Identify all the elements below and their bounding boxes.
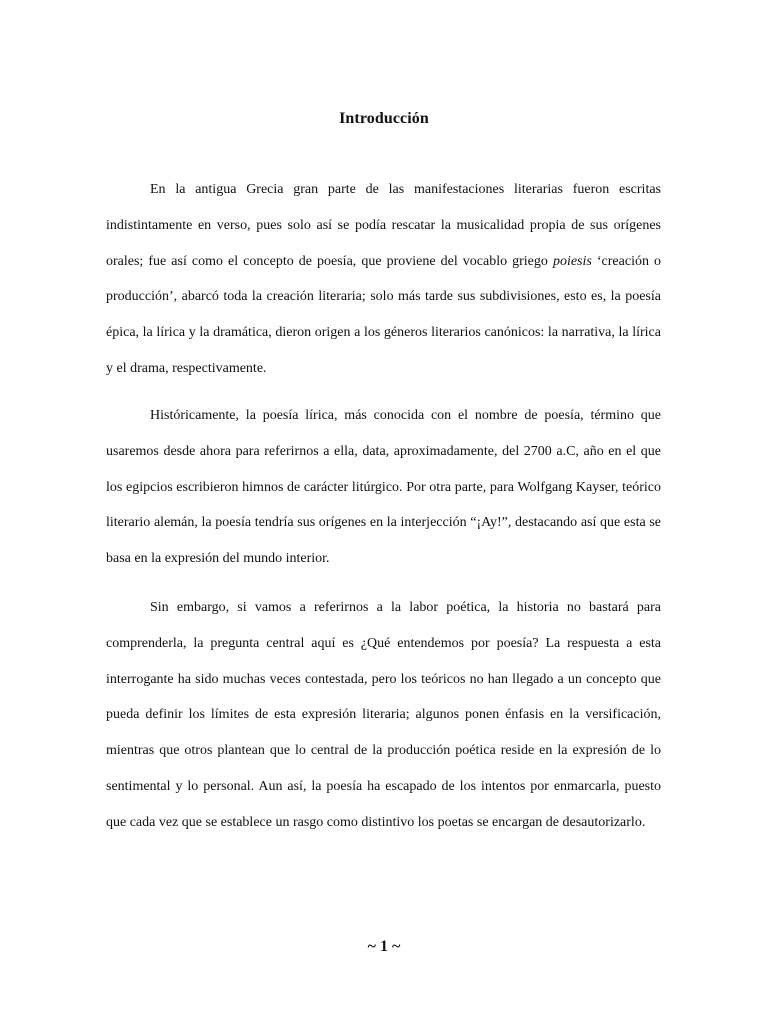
page-title: Introducción: [339, 110, 429, 127]
paragraph-block-2: [106, 398, 661, 588]
paragraph-1-text-end: ‘creación o producción’, abarcó toda la creación literaria; solo más tarde sus subdivisiones, esto es, la poesía épica, la lírica y la dramática, dieron origen a los géneros literarios canónicos: la narrativa, la lírica y el drama, respectivamente.: [106, 253, 662, 376]
paragraph-1-text-start: En la antigua Grecia gran parte de las manifestaciones literarias fueron escritas indistintamente en verso, pues solo así se podía rescatar la musicalidad propia de sus orígenes orales; fue así como el concepto de poesía, que proviene del vocablo griego: [106, 182, 661, 269]
page-number: ~ 1 ~: [367, 938, 401, 955]
paragraph-1-italic-term: poiesis: [552, 253, 592, 269]
paragraph-2: Históricamente, la poesía lírica, más conocida con el nombre de poesía, término que usaremos desde ahora para referirnos a ella, data, aproximadamente, del 2700 a.C, año en el que los egipcios escribieron himnos de carácter litúrgico. Por otra parte, para Wolfgang Kayser, teórico literario alemán, la poesía tendría sus orígenes en la interjección “¡Ay!”, destacando así que esta se basa en la expresión del mundo interior.: [106, 408, 661, 567]
paragraph-3: Sin embargo, si vamos a referirnos a la labor poética, la historia no bastará para comprenderla, la pregunta central aquí es ¿Qué entendemos por poesía? La respuesta a esta interrogante ha sido muchas veces contestada, pero los teóricos no han llegado a un concepto que pueda definir los límites de esta expresión literaria; algunos ponen énfasis en la versificación, mientras que otros plantean que lo central de la producción poética reside en la expresión de lo sentimental y lo personal. Aun así, la poesía ha escapado de los intentos por enmarcarla, puesto que cada vez que se establece un rasgo como distintivo los poetas se encargan de desautorizarlo.: [106, 600, 661, 830]
paragraph-block-1: [106, 172, 661, 398]
paragraph-1: [106, 172, 661, 387]
paragraph-block-3: [106, 590, 661, 852]
